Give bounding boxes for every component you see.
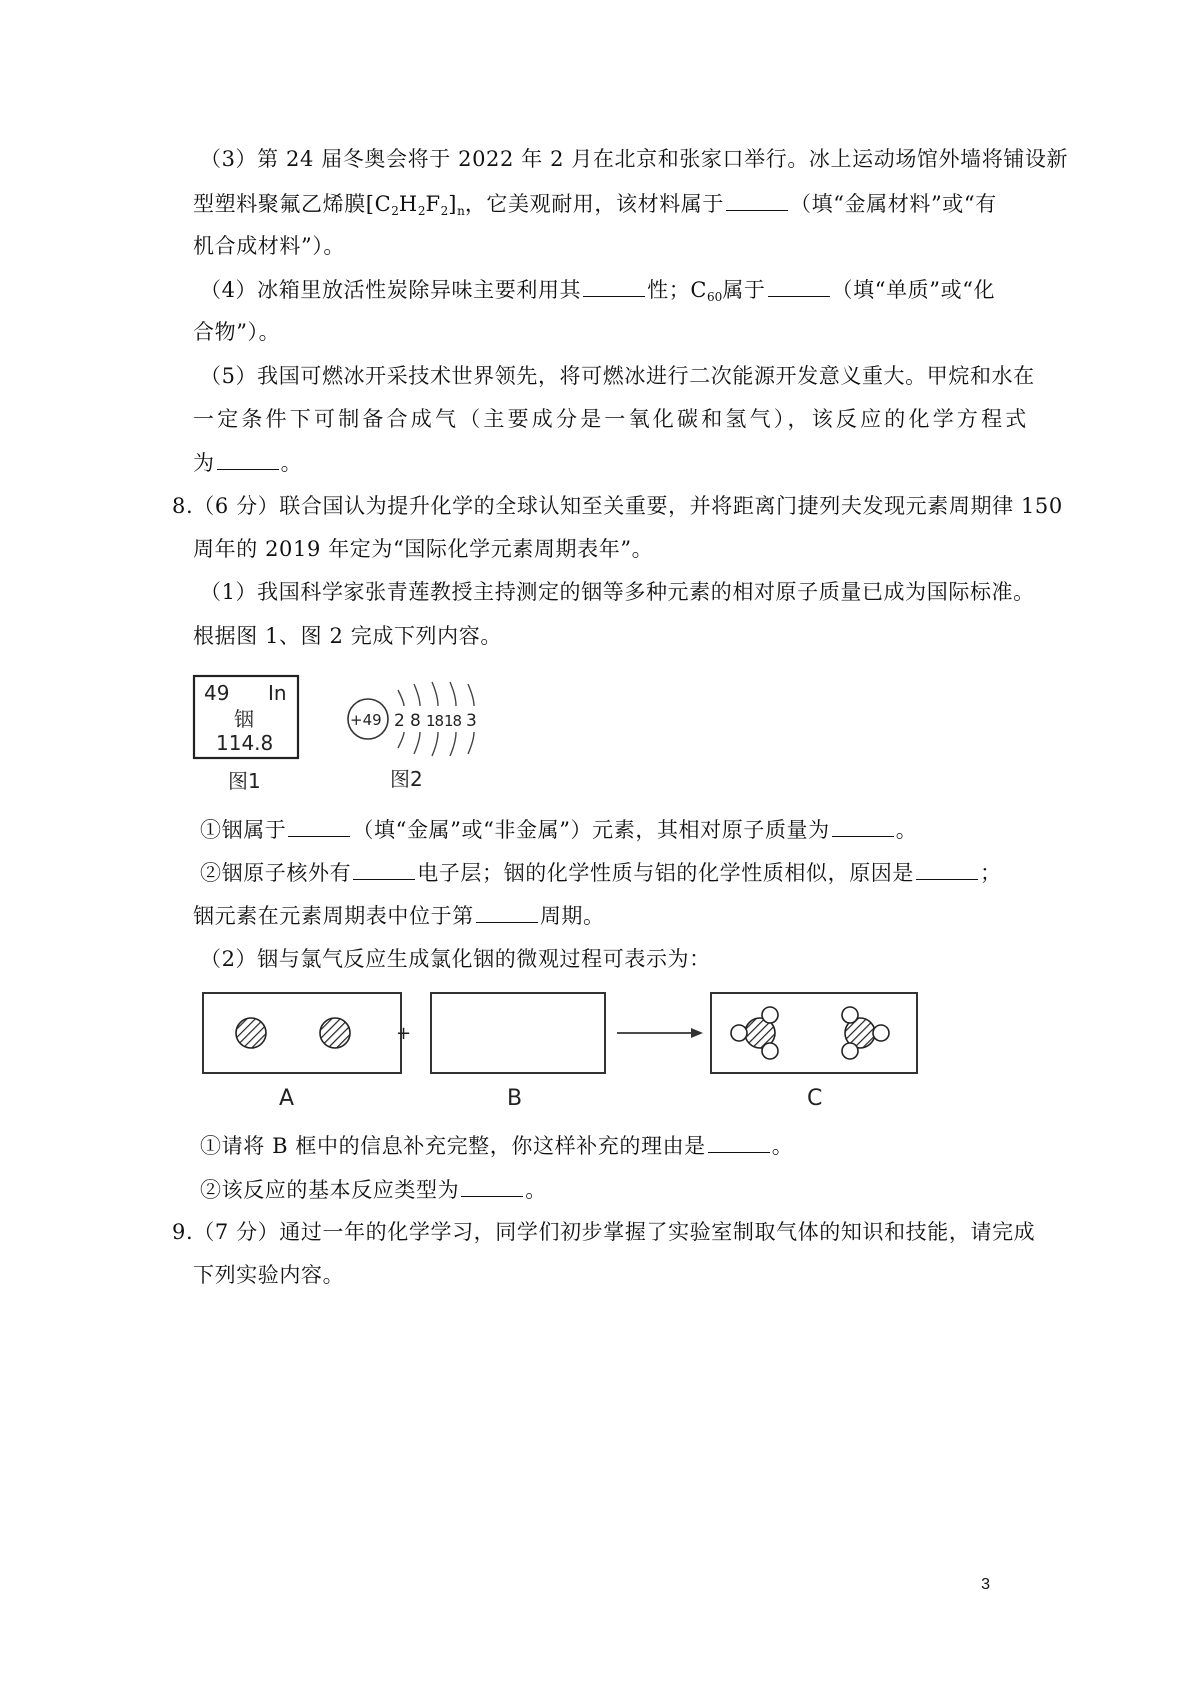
page-number: 3 bbox=[981, 1576, 990, 1593]
reaction-diagram bbox=[195, 985, 930, 1110]
q9-stem-line1: 9.（7 分）通过一年的化学学习，同学们初步掌握了实验室制取气体的知识和技能，请完成 bbox=[172, 1220, 1036, 1244]
indium-chloride-molecule bbox=[731, 1007, 778, 1059]
figure-1-caption: 图1 bbox=[228, 769, 261, 793]
q7-part3-line2: 型塑料聚氟乙烯膜$[C_2H_2F_2]_n$，它美观耐用，该材料属于 （填“金属材料”或“有 bbox=[193, 188, 997, 226]
figure-1-element-cell bbox=[190, 672, 320, 798]
q8-stem-line1: 8.（6 分）联合国认为提升化学的全球认知至关重要，并将距离门捷列夫发现元素周期律 150 bbox=[172, 494, 1063, 518]
answer-blank[interactable] bbox=[353, 857, 415, 880]
answer-blank[interactable] bbox=[708, 1130, 770, 1153]
answer-blank[interactable] bbox=[461, 1174, 523, 1197]
shell-count-2: 8 bbox=[410, 711, 421, 731]
plus-sign: + bbox=[396, 1023, 412, 1044]
shell-count-1: 2 bbox=[394, 711, 405, 731]
box-a bbox=[203, 993, 401, 1073]
box-b[interactable] bbox=[431, 993, 605, 1073]
answer-blank[interactable] bbox=[916, 857, 978, 880]
shell-count-3: 18 bbox=[426, 712, 444, 730]
q8-sub1: ①铟属于 （填“金属”或“非金属”）元素，其相对原子质量为 。 bbox=[200, 814, 917, 845]
element-symbol: In bbox=[268, 681, 287, 705]
indium-chloride-molecule bbox=[842, 1007, 889, 1059]
answer-blank[interactable] bbox=[476, 900, 538, 923]
label-a: A bbox=[279, 1086, 295, 1110]
indium-atom bbox=[320, 1018, 350, 1048]
answer-blank[interactable] bbox=[726, 188, 788, 211]
q7-part5-line3: 为 。 bbox=[193, 447, 302, 478]
q8-part1-line1: （1）我国科学家张青莲教授主持测定的铟等多种元素的相对原子质量已成为国际标准。 bbox=[200, 580, 1035, 604]
q8-part2: （2）铟与氯气反应生成氯化铟的微观过程可表示为： bbox=[200, 947, 711, 971]
label-c: C bbox=[807, 1086, 823, 1110]
arrowhead bbox=[691, 1028, 703, 1038]
q7-part5-line2: 一定条件下可制备合成气（主要成分是一氧化碳和氢气），该反应的化学方程式 bbox=[193, 407, 1030, 431]
atomic-mass: 114.8 bbox=[216, 731, 274, 755]
answer-blank[interactable] bbox=[583, 274, 645, 297]
figure-2-caption: 图2 bbox=[390, 767, 423, 791]
q8-part1-line2: 根据图 1、图 2 完成下列内容。 bbox=[193, 624, 502, 648]
q7-part3-line3: 机合成材料”）。 bbox=[193, 234, 346, 258]
atomic-number: 49 bbox=[204, 681, 230, 705]
q8-reaction-sub1: ①请将 B 框中的信息补充完整，你这样补充的理由是 。 bbox=[200, 1130, 793, 1161]
answer-blank[interactable] bbox=[832, 814, 894, 837]
shell-count-5: 3 bbox=[466, 711, 477, 731]
q7-part3-text: 型塑料聚氟乙烯膜[C bbox=[193, 192, 392, 216]
q8-stem-line2: 周年的 2019 年定为“国际化学元素周期表年”。 bbox=[193, 537, 654, 561]
figure-2-atom-structure bbox=[340, 668, 500, 800]
q9-stem-line2: 下列实验内容。 bbox=[193, 1263, 345, 1287]
answer-blank[interactable] bbox=[288, 814, 350, 837]
shell-count-4: 18 bbox=[444, 712, 462, 730]
nucleus-charge: +49 bbox=[350, 711, 382, 729]
q7-part4-line1: （4）冰箱里放活性炭除异味主要利用其 性；$C_{60}$属于 （填“单质”或“化 bbox=[200, 274, 995, 312]
answer-blank[interactable] bbox=[768, 274, 830, 297]
q8-reaction-sub2: ②该反应的基本反应类型为 。 bbox=[200, 1174, 547, 1205]
q8-sub2-line1: ②铟原子核外有 电子层；铟的化学性质与铝的化学性质相似，原因是 ； bbox=[200, 857, 1002, 888]
element-name: 铟 bbox=[234, 707, 254, 731]
q7-part4-line2: 合物”）。 bbox=[193, 320, 281, 344]
q7-part5-line1: （5）我国可燃冰开采技术世界领先，将可燃冰进行二次能源开发意义重大。甲烷和水在 bbox=[200, 364, 1035, 388]
label-b: B bbox=[507, 1086, 523, 1110]
answer-blank[interactable] bbox=[217, 447, 279, 470]
q8-sub2-line2: 铟元素在元素周期表中位于第 周期。 bbox=[193, 900, 605, 931]
indium-atom bbox=[236, 1018, 266, 1048]
q7-part3-line1: （3）第 24 届冬奥会将于 2022 年 2 月在北京和张家口举行。冰上运动场馆外墙将铺设新 bbox=[200, 147, 1069, 171]
